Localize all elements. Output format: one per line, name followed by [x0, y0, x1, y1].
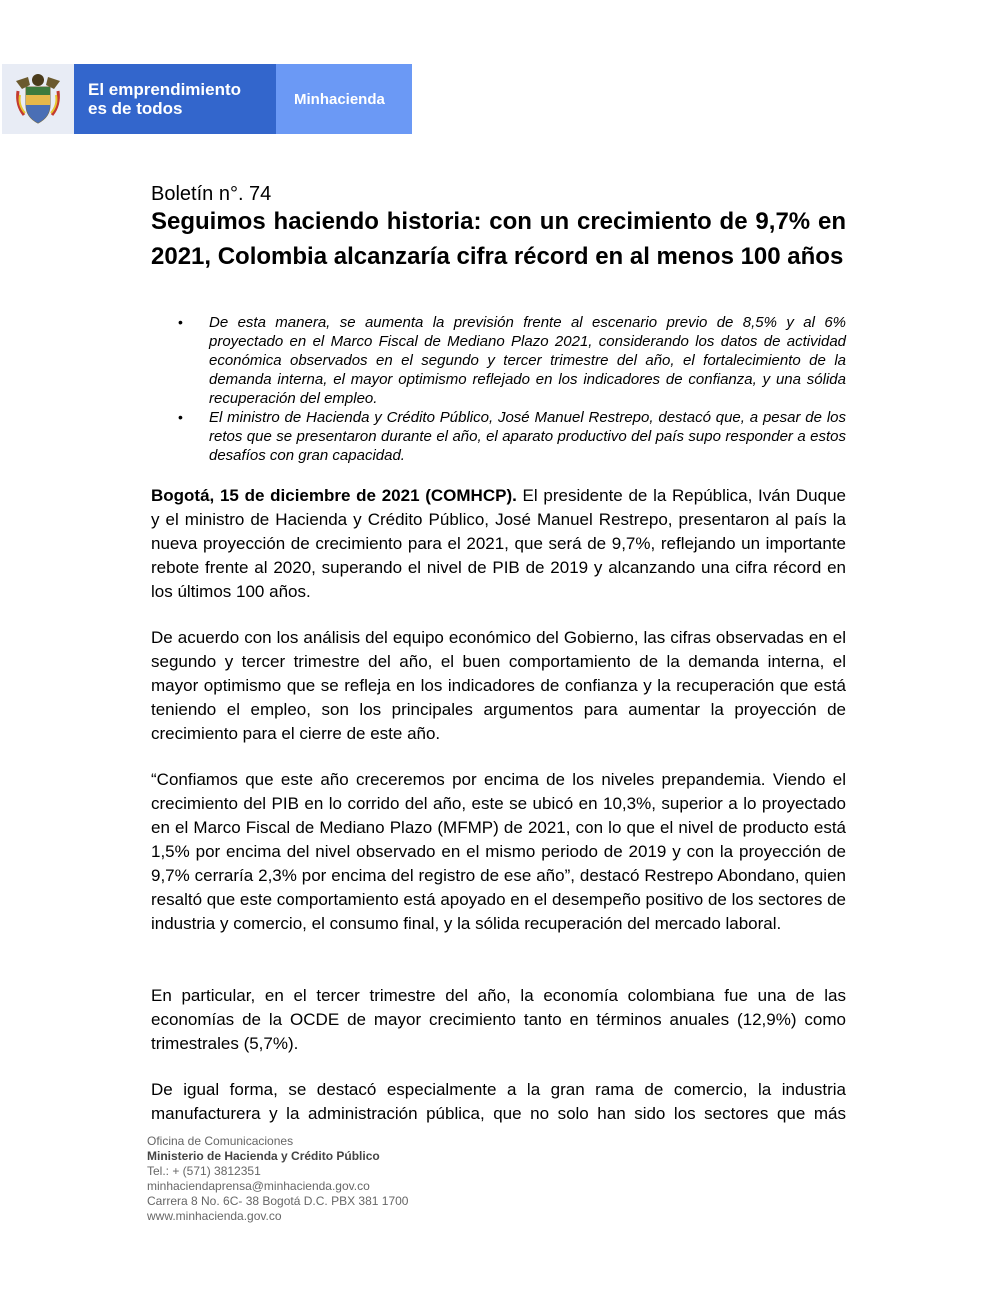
body-paragraph [151, 484, 846, 604]
body-paragraph: “Confiamos que este año creceremos por encima de los niveles prepandemia. Viendo el crecimiento del PIB en lo corrido del año, este se ubicó en 10,3%, superior a lo proyectado en el Marco Fiscal de Mediano Plazo (MFMP) de 2021, con lo que el nivel de producto está 1,5% por encima del nivel observado en el mismo periodo de 2019 y con la proyección de 9,7% cerraría 2,3% por encima del registro de ese año”, destacó Restrepo Abondano, quien resaltó que este comportamiento está apoyado en el desempeño positivo de los sectores de industria y comercio, el consumo final, y la sólida recuperación del mercado laboral. [151, 770, 846, 933]
summary-bullet [178, 313, 846, 408]
footer-address: Carrera 8 No. 6C- 38 Bogotá D.C. PBX 381 1700 [147, 1194, 409, 1208]
body-paragraph: En particular, en el tercer trimestre del año, la economía colombiana fue una de las economías de la OCDE de mayor crecimiento tanto en términos anuales (12,9%) como trimestrales (5,7%). [151, 986, 846, 1053]
footer-ministry: Ministerio de Hacienda y Crédito Público [147, 1149, 380, 1163]
summary-bullet-text: De esta manera, se aumenta la previsión frente al escenario previo de 8,5% y al 6% proyectado en el Marco Fiscal de Mediano Plazo 2021, considerando los datos de actividad económica observados en el segundo y tercer trimestre del año, el fortalecimiento de la demanda interna, el mayor optimismo reflejado en los indicadores de confianza, y una sólida recuperación del empleo. [209, 314, 846, 407]
brand-name: Minhacienda [294, 90, 385, 108]
footer-office: Oficina de Comunicaciones [147, 1134, 294, 1148]
banner-slogan-line1: El emprendimiento [88, 80, 242, 99]
bullet-dot-icon: • [178, 314, 183, 330]
bullet-dot-icon: • [178, 409, 183, 425]
crest-panel [2, 64, 74, 134]
colombia-coat-of-arms-icon [12, 71, 64, 127]
dateline: Bogotá, 15 de diciembre de 2021 (COMHCP). [151, 486, 517, 505]
page-title: Seguimos haciendo historia: con un crecimiento de 9,7% en 2021, Colombia alcanzaría cifra récord en al menos 100 años [151, 208, 846, 270]
banner-slogan-line2: es de todos [88, 99, 183, 118]
footer-contact [147, 1134, 408, 1224]
footer-website: www.minhacienda.gov.co [147, 1209, 282, 1223]
paragraph-text: El presidente de la República, Iván Duque y el ministro de Hacienda y Crédito Público, José Manuel Restrepo, presentaron al país la nueva proyección de crecimiento para el 2021, que será de 9,7%, reflejando un importante rebote frente al 2020, superando el nivel de PIB de 2019 y alcanzando una cifra récord en los últimos 100 años. [151, 486, 846, 601]
header-banner [2, 64, 412, 134]
summary-bullets [178, 313, 846, 465]
footer-email: minhaciendaprensa@minhacienda.gov.co [147, 1179, 370, 1193]
banner-brand [276, 64, 412, 134]
summary-bullet-text: El ministro de Hacienda y Crédito Público, José Manuel Restrepo, destacó que, a pesar de los retos que se presentaron durante el año, el aparato productivo del país supo responder a estos desafíos con gran capacidad. [209, 409, 846, 464]
body-paragraph: De igual forma, se destacó especialmente a la gran rama de comercio, la industria manufacturera y la administración pública, que no solo han sido los sectores que más [151, 1080, 846, 1123]
footer-phone: Tel.: + (571) 3812351 [147, 1164, 261, 1178]
body-paragraph: De acuerdo con los análisis del equipo económico del Gobierno, las cifras observadas en el segundo y tercer trimestre del año, el buen comportamiento de la demanda interna, el mayor optimismo que se refleja en los indicadores de confianza y la recuperación que está teniendo el empleo, son los principales argumentos para aumentar la proyección de crecimiento para el cierre de este año. [151, 628, 846, 743]
summary-bullet [178, 408, 846, 465]
bulletin-number: Boletín n°. 74 [151, 183, 272, 205]
banner-slogan [74, 64, 276, 134]
